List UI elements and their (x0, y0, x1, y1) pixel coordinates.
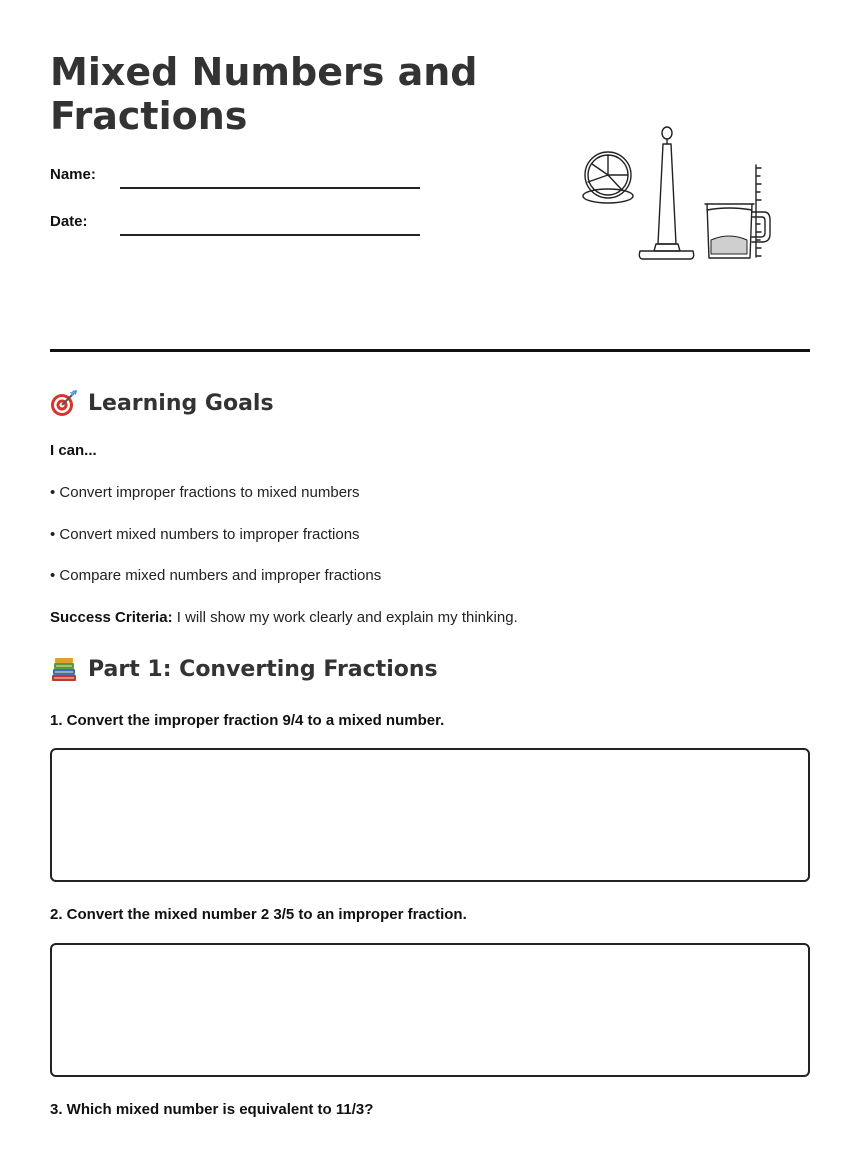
part1-heading (50, 655, 438, 683)
goal-item: • Convert mixed numbers to improper fractions (50, 526, 360, 543)
question-2: 2. Convert the mixed number 2 3/5 to an improper fraction. (50, 906, 467, 923)
answer-box-1[interactable] (50, 748, 810, 882)
worksheet-title (50, 50, 530, 138)
part1-title: Part 1: Converting Fractions (88, 656, 438, 682)
goal-item: • Convert improper fractions to mixed numbers (50, 484, 360, 501)
goals-intro: I can... (50, 442, 97, 459)
title-line-1: Mixed Numbers and (50, 50, 478, 94)
pie-chart-icon (583, 152, 633, 203)
title-line-2: Fractions (50, 94, 248, 138)
measuring-jug-icon (705, 165, 770, 258)
weight-stand-icon (639, 127, 693, 259)
question-1: 1. Convert the improper fraction 9/4 to a mixed number. (50, 712, 445, 729)
date-line[interactable] (120, 234, 420, 236)
name-label: Name: (50, 166, 96, 183)
name-line[interactable] (120, 187, 420, 189)
learning-goals-title: Learning Goals (88, 390, 274, 416)
books-icon (50, 655, 78, 683)
answer-box-2[interactable] (50, 943, 810, 1077)
success-criteria-text: I will show my work clearly and explain my thinking. (172, 609, 518, 626)
target-dart-icon (50, 389, 78, 417)
fraction-tools-illustration (574, 120, 774, 265)
header-divider (50, 349, 810, 352)
success-criteria (50, 609, 518, 626)
learning-goals-heading (50, 389, 274, 417)
goal-item: • Compare mixed numbers and improper fractions (50, 567, 382, 584)
success-criteria-label: Success Criteria: (50, 609, 173, 626)
date-label: Date: (50, 213, 88, 230)
question-3: 3. Which mixed number is equivalent to 11/3? (50, 1101, 374, 1118)
